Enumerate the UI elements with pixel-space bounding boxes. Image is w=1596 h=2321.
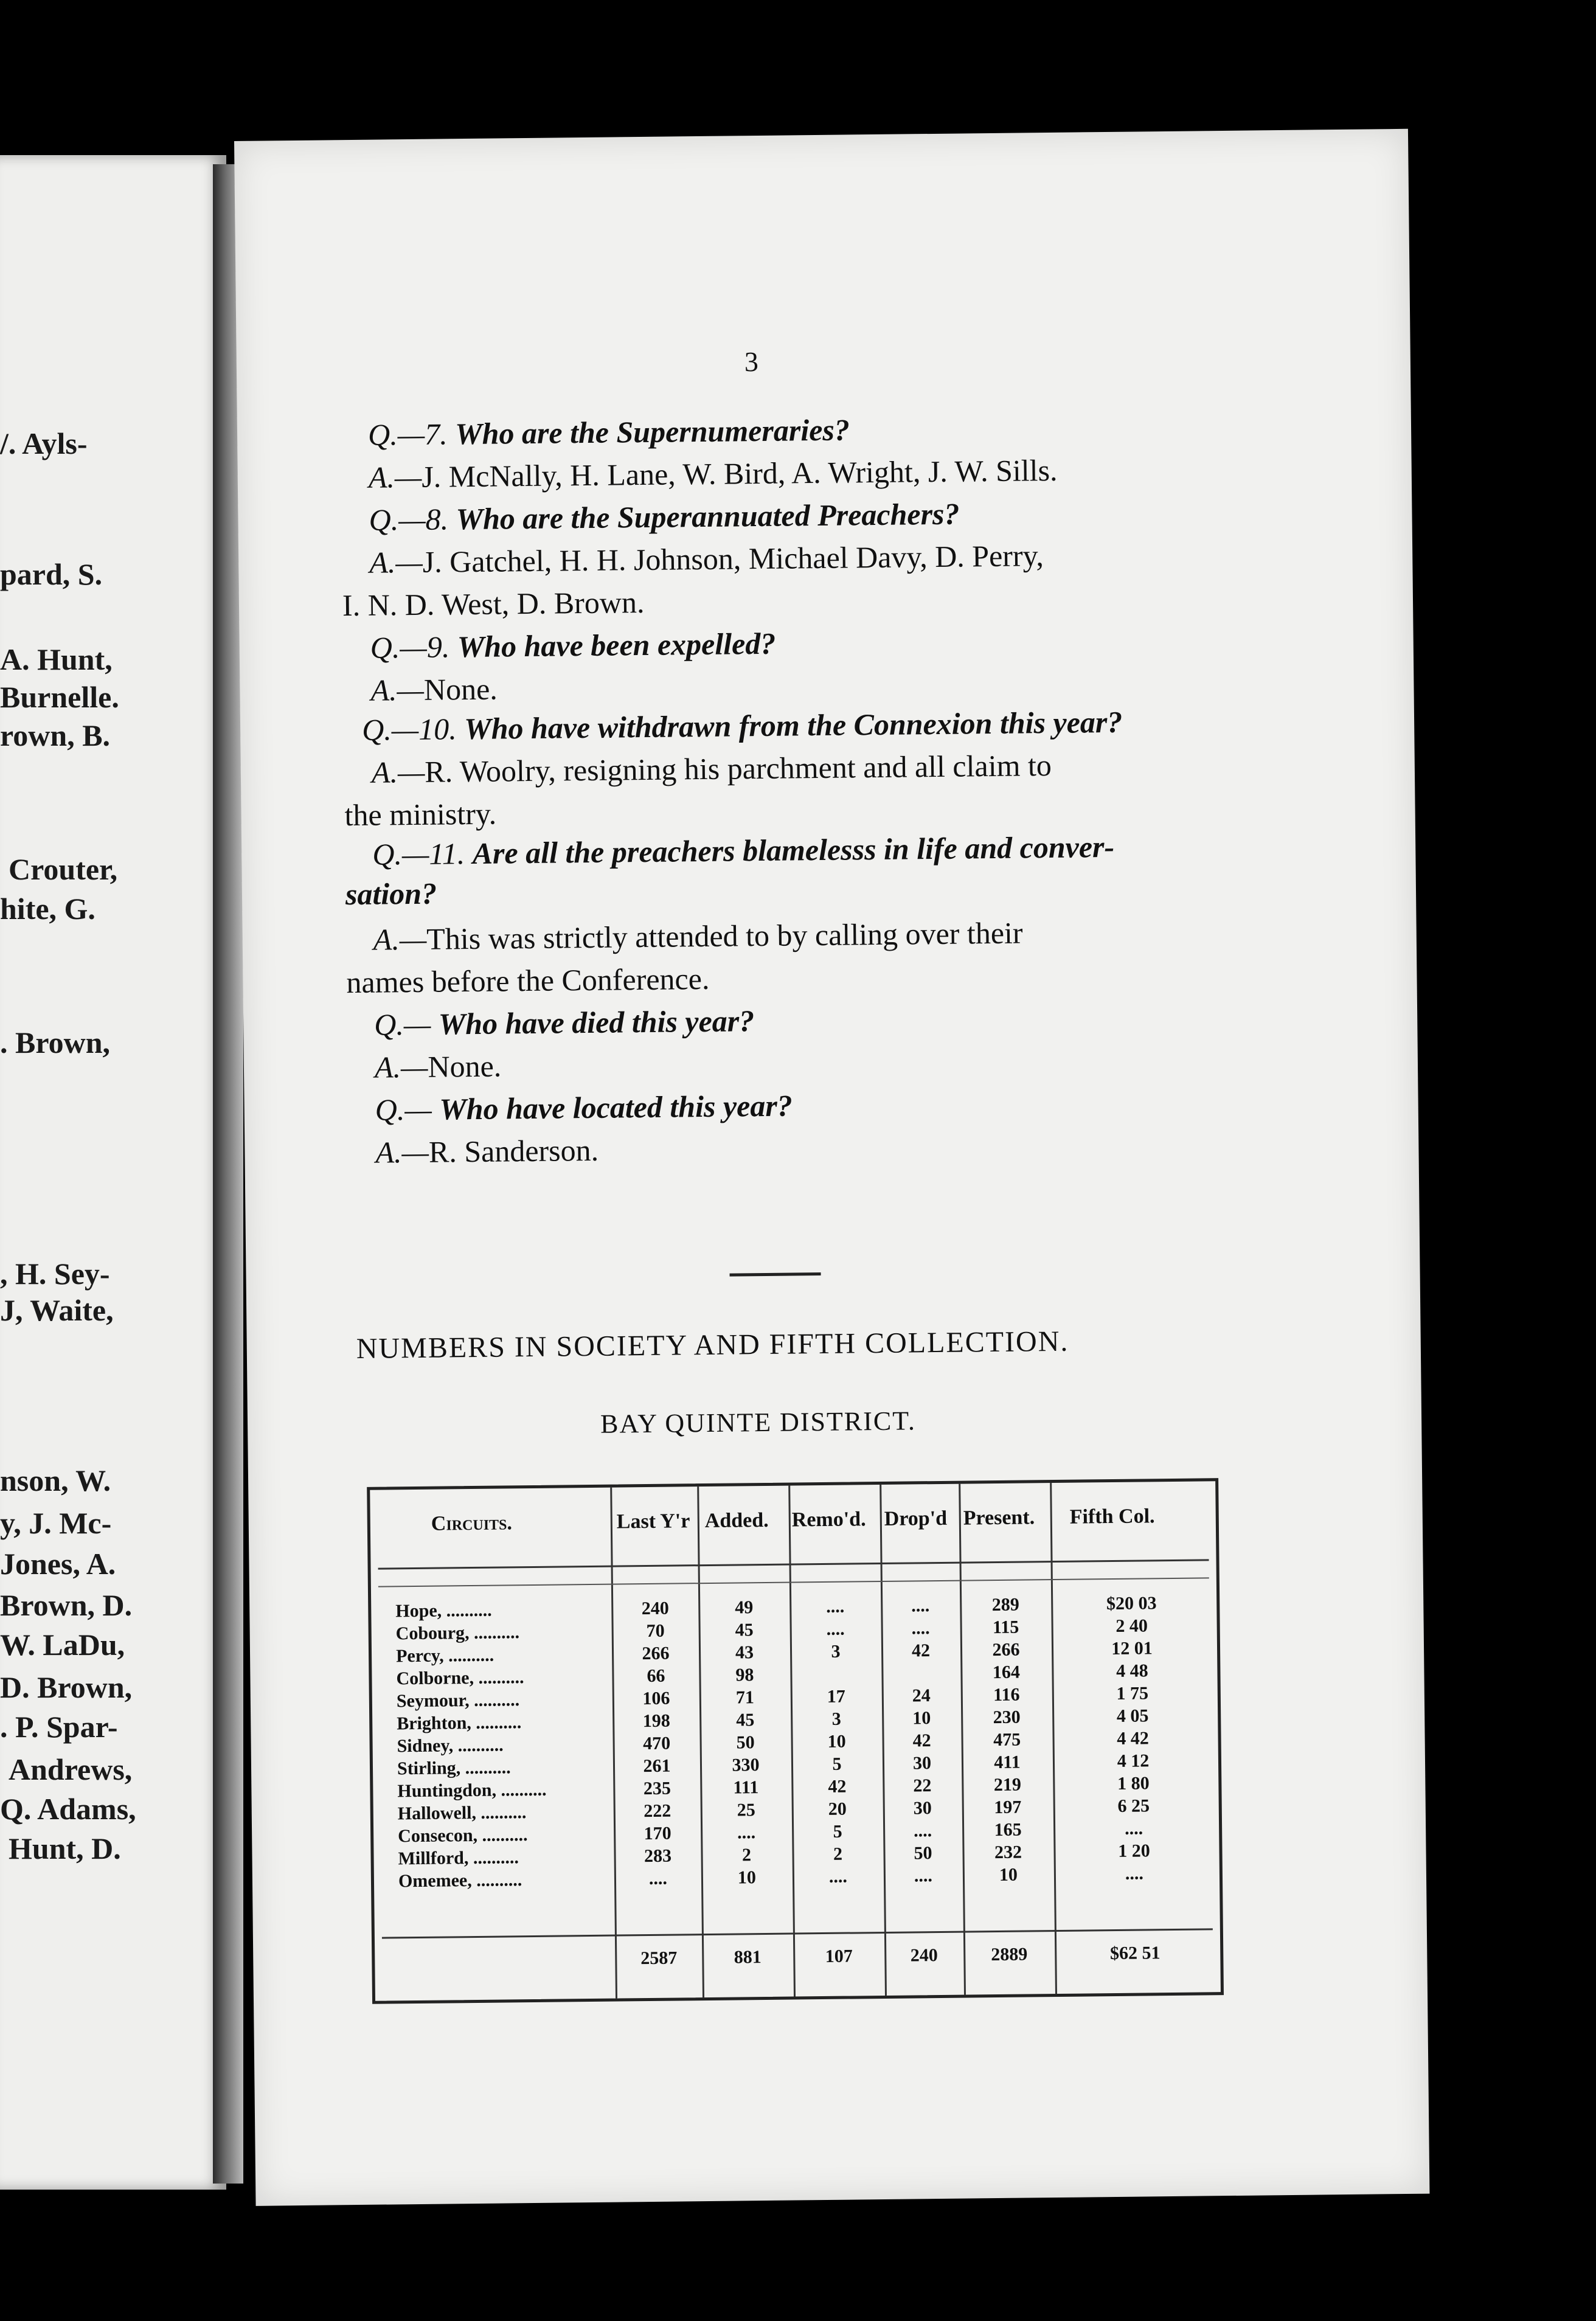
left-fragment: Burnelle. xyxy=(0,680,119,714)
table-cell: 5 xyxy=(832,1754,842,1774)
circuit-name: Seymour, .......... xyxy=(396,1690,520,1712)
section-rule xyxy=(730,1272,821,1277)
table-cell: 266 xyxy=(992,1639,1020,1660)
circuits-table xyxy=(367,1478,1224,2004)
table-cell: 240 xyxy=(641,1598,669,1619)
left-fragment: . Brown, xyxy=(0,1025,111,1060)
column-divider xyxy=(880,1485,887,1996)
table-cell: 2 xyxy=(833,1844,843,1864)
table-cell: 283 xyxy=(644,1845,672,1867)
table-cell: 330 xyxy=(732,1755,760,1775)
left-fragment: D. Brown, xyxy=(0,1670,133,1704)
left-fragment: y, J. Mc- xyxy=(0,1506,112,1540)
table-cell: 2 xyxy=(741,1845,752,1865)
table-cell: 71 xyxy=(735,1687,755,1708)
left-fragment: /. Ayls- xyxy=(0,426,88,460)
qa-prefix: Q.—7. xyxy=(367,417,448,452)
total-cell: 107 xyxy=(825,1946,853,1966)
table-cell: 261 xyxy=(643,1755,671,1777)
table-cell: .... xyxy=(828,1866,848,1887)
table-cell: 198 xyxy=(642,1710,670,1732)
left-fragment: J, Waite, xyxy=(0,1293,114,1327)
circuit-name: Consecon, .......... xyxy=(398,1825,528,1847)
qa-text: names before the Conference. xyxy=(346,961,710,1000)
left-fragment: pard, S. xyxy=(0,557,103,591)
table-cell: 1 75 xyxy=(1116,1683,1149,1704)
table-cell: 42 xyxy=(912,1730,931,1751)
table-cell: .... xyxy=(913,1820,932,1841)
table-cell: 12 01 xyxy=(1111,1638,1153,1659)
qa-text: Who are the Supernumeraries? xyxy=(454,412,850,451)
circuit-name: Huntingdon, .......... xyxy=(397,1779,547,1802)
left-fragment: . P. Spar- xyxy=(0,1710,118,1744)
table-cell: 289 xyxy=(991,1594,1019,1615)
table-cell: 222 xyxy=(644,1800,671,1822)
left-fragment: Q. Adams, xyxy=(0,1792,136,1826)
table-cell: 235 xyxy=(643,1778,671,1799)
left-fragment: Andrews, xyxy=(9,1752,133,1786)
total-cell: 240 xyxy=(910,1945,938,1966)
qa-prefix: A.— xyxy=(375,1134,429,1170)
left-fragment: Jones, A. xyxy=(0,1547,116,1581)
table-cell: 4 12 xyxy=(1117,1750,1150,1771)
qa-prefix: Q.—10. xyxy=(361,712,457,747)
table-cell: 43 xyxy=(735,1642,754,1663)
table-cell: 5 xyxy=(833,1821,842,1842)
total-cell: $62 51 xyxy=(1109,1943,1161,1964)
circuit-name: Sidney, .......... xyxy=(397,1735,504,1757)
table-cell: 4 42 xyxy=(1117,1728,1150,1749)
column-divider xyxy=(959,1484,966,1995)
table-cell: 42 xyxy=(828,1776,847,1797)
table-cell: .... xyxy=(1124,1818,1143,1839)
continuation-line xyxy=(342,585,645,623)
table-cell: 470 xyxy=(642,1733,671,1754)
table-cell: 111 xyxy=(733,1777,759,1798)
table-cell: 4 48 xyxy=(1115,1660,1148,1681)
table-cell: 70 xyxy=(646,1620,665,1642)
answer-line xyxy=(373,915,1023,957)
qa-prefix: A.— xyxy=(374,1049,428,1084)
circuit-name: Millford, .......... xyxy=(398,1847,519,1869)
header-rule xyxy=(378,1577,1209,1587)
table-cell: 1 80 xyxy=(1117,1773,1150,1794)
section-title: NUMBERS IN SOCIETY AND FIFTH COLLECTION. xyxy=(356,1325,1069,1365)
header-last-year: Last Y'r xyxy=(616,1510,690,1533)
table-cell: 116 xyxy=(993,1684,1020,1705)
question-line xyxy=(367,412,850,452)
question-line xyxy=(374,1005,755,1040)
table-cell: .... xyxy=(737,1822,756,1843)
table-cell: .... xyxy=(1125,1863,1144,1884)
continuation-line xyxy=(345,878,437,910)
qa-prefix: Q.—9. xyxy=(370,630,450,665)
table-cell: 115 xyxy=(992,1617,1019,1638)
table-cell: .... xyxy=(826,1618,845,1639)
answer-line xyxy=(375,1050,502,1082)
right-page xyxy=(234,129,1429,2206)
qa-text: sation? xyxy=(345,876,437,912)
qa-prefix: Q.— xyxy=(373,1007,431,1042)
qa-text: Are all the preachers blamelesss in life and conver- xyxy=(472,829,1115,870)
qa-text: R. Woolry, resigning his parchment and all claim to xyxy=(425,748,1052,789)
qa-text: Who have withdrawn from the Connexion this year? xyxy=(463,704,1123,746)
qa-text: R. Sanderson. xyxy=(428,1133,599,1169)
table-cell: .... xyxy=(648,1868,668,1889)
circuit-name: Brighton, .......... xyxy=(397,1712,522,1734)
header-added: Added. xyxy=(704,1508,769,1533)
continuation-line xyxy=(346,961,710,1000)
circuit-name: Colborne, .......... xyxy=(396,1667,524,1689)
qa-text: None. xyxy=(423,671,498,707)
circuit-name: Omemee, .......... xyxy=(398,1870,522,1892)
qa-prefix: A.— xyxy=(368,459,422,494)
table-cell: 17 xyxy=(827,1686,846,1707)
table-cell: 25 xyxy=(737,1800,755,1820)
table-cell: 170 xyxy=(644,1823,671,1844)
table-cell: 10 xyxy=(827,1731,846,1752)
circuit-name: Cobourg, .......... xyxy=(395,1622,520,1644)
qa-text: J. McNally, H. Lane, W. Bird, A. Wright, J. W. Sills. xyxy=(422,453,1058,494)
table-cell: 106 xyxy=(642,1688,670,1709)
header-rule xyxy=(378,1559,1209,1569)
qa-block xyxy=(234,129,1408,1170)
qa-prefix: A.— xyxy=(369,544,423,580)
qa-text: Who have died this year? xyxy=(438,1004,755,1041)
table-cell: .... xyxy=(911,1618,930,1639)
question-line xyxy=(361,704,1123,747)
table-cell: 20 xyxy=(828,1799,847,1819)
qa-text: I. N. D. West, D. Brown. xyxy=(342,585,645,623)
qa-text: None. xyxy=(428,1049,502,1084)
header-dropped: Drop'd xyxy=(884,1507,948,1530)
table-cell: 197 xyxy=(994,1797,1022,1818)
table-cell: 22 xyxy=(913,1775,932,1796)
answer-line xyxy=(369,540,1044,578)
table-cell: 49 xyxy=(735,1597,754,1618)
table-cell: 1 20 xyxy=(1118,1840,1150,1861)
district-title: BAY QUINTE DISTRICT. xyxy=(600,1406,917,1439)
left-fragment: nson, W. xyxy=(0,1463,111,1497)
page-number: 3 xyxy=(744,345,759,378)
total-cell: 881 xyxy=(734,1947,762,1968)
qa-prefix: A.— xyxy=(373,921,427,957)
table-cell: 45 xyxy=(735,1620,754,1640)
table-cell: 10 xyxy=(912,1708,931,1729)
question-line xyxy=(372,831,1114,870)
table-cell: 4 05 xyxy=(1116,1705,1149,1726)
left-fragment: , H. Sey- xyxy=(0,1257,110,1291)
header-present: Present. xyxy=(963,1506,1035,1530)
left-fragment: A. Hunt, xyxy=(0,642,113,676)
table-cell: 3 xyxy=(831,1709,841,1729)
table-cell: 164 xyxy=(992,1662,1021,1683)
total-cell: 2889 xyxy=(991,1944,1028,1965)
qa-prefix: A.— xyxy=(370,672,425,707)
left-page xyxy=(0,155,226,2190)
table-cell: 10 xyxy=(999,1864,1018,1885)
answer-line xyxy=(370,671,498,707)
table-cell: 219 xyxy=(993,1774,1022,1795)
table-cell: 230 xyxy=(993,1707,1021,1728)
question-line xyxy=(369,496,960,537)
table-cell: .... xyxy=(911,1595,930,1616)
qa-prefix: Q.— xyxy=(375,1092,432,1127)
qa-text: the ministry. xyxy=(344,796,497,833)
circuit-name: Percy, .......... xyxy=(395,1645,494,1667)
column-divider xyxy=(610,1488,617,1999)
table-cell: 165 xyxy=(994,1819,1022,1840)
table-cell: 66 xyxy=(647,1665,665,1687)
qa-text: This was strictly attended to by calling over their xyxy=(426,915,1023,956)
column-divider xyxy=(788,1486,796,1997)
table-cell: 411 xyxy=(994,1752,1021,1773)
left-fragment: Hunt, D. xyxy=(9,1831,121,1865)
continuation-line xyxy=(344,796,497,833)
qa-prefix: Q.—8. xyxy=(369,502,449,537)
table-cell: 6 25 xyxy=(1117,1795,1150,1816)
circuit-name: Hallowell, .......... xyxy=(397,1802,527,1824)
left-fragment: W. LaDu, xyxy=(0,1628,125,1662)
table-cell: 42 xyxy=(911,1640,931,1661)
header-circuits: Circuits. xyxy=(431,1511,513,1535)
qa-text: Who are the Superannuated Preachers? xyxy=(456,496,960,536)
qa-text: Who have been expelled? xyxy=(457,626,776,664)
answer-line xyxy=(375,1135,598,1168)
circuit-name: Stirling, .......... xyxy=(397,1757,511,1779)
table-cell: 98 xyxy=(735,1665,754,1685)
column-divider xyxy=(697,1487,704,1997)
left-fragment: hite, G. xyxy=(0,892,95,926)
qa-prefix: A.— xyxy=(371,754,425,789)
circuit-name: Hope, .......... xyxy=(395,1600,492,1622)
qa-text: Who have located this year? xyxy=(439,1088,793,1126)
table-cell: 45 xyxy=(736,1710,755,1730)
table-cell: 24 xyxy=(912,1685,931,1706)
table-cell: 232 xyxy=(994,1842,1022,1863)
table-cell: 50 xyxy=(736,1732,755,1753)
table-cell: 50 xyxy=(914,1843,932,1864)
header-fifth-col: Fifth Col. xyxy=(1069,1505,1155,1528)
left-fragment: Crouter, xyxy=(9,852,118,886)
header-removed: Remo'd. xyxy=(791,1508,866,1532)
qa-text: J. Gatchel, H. H. Johnson, Michael Davy, D. Perry, xyxy=(422,538,1044,579)
question-line xyxy=(375,1090,793,1125)
left-fragment: Brown, D. xyxy=(0,1588,133,1622)
question-line xyxy=(370,628,775,663)
column-divider xyxy=(1050,1483,1057,1994)
table-cell: 475 xyxy=(993,1729,1021,1750)
table-cell: $20 03 xyxy=(1106,1593,1157,1614)
total-cell: 2587 xyxy=(640,1948,678,1969)
table-cell: 30 xyxy=(912,1753,932,1774)
answer-line xyxy=(372,750,1052,788)
table-cell: 266 xyxy=(642,1643,670,1664)
answer-line xyxy=(369,455,1058,493)
table-cell: 3 xyxy=(831,1641,841,1662)
table-cell: .... xyxy=(826,1596,845,1617)
table-cell: 2 40 xyxy=(1115,1615,1148,1636)
table-cell: .... xyxy=(914,1865,933,1886)
totals-rule xyxy=(382,1928,1213,1938)
qa-prefix: Q.—11. xyxy=(372,836,465,872)
left-fragment: rown, B. xyxy=(0,718,111,752)
table-cell: 30 xyxy=(913,1798,932,1819)
table-cell: 10 xyxy=(737,1867,757,1888)
